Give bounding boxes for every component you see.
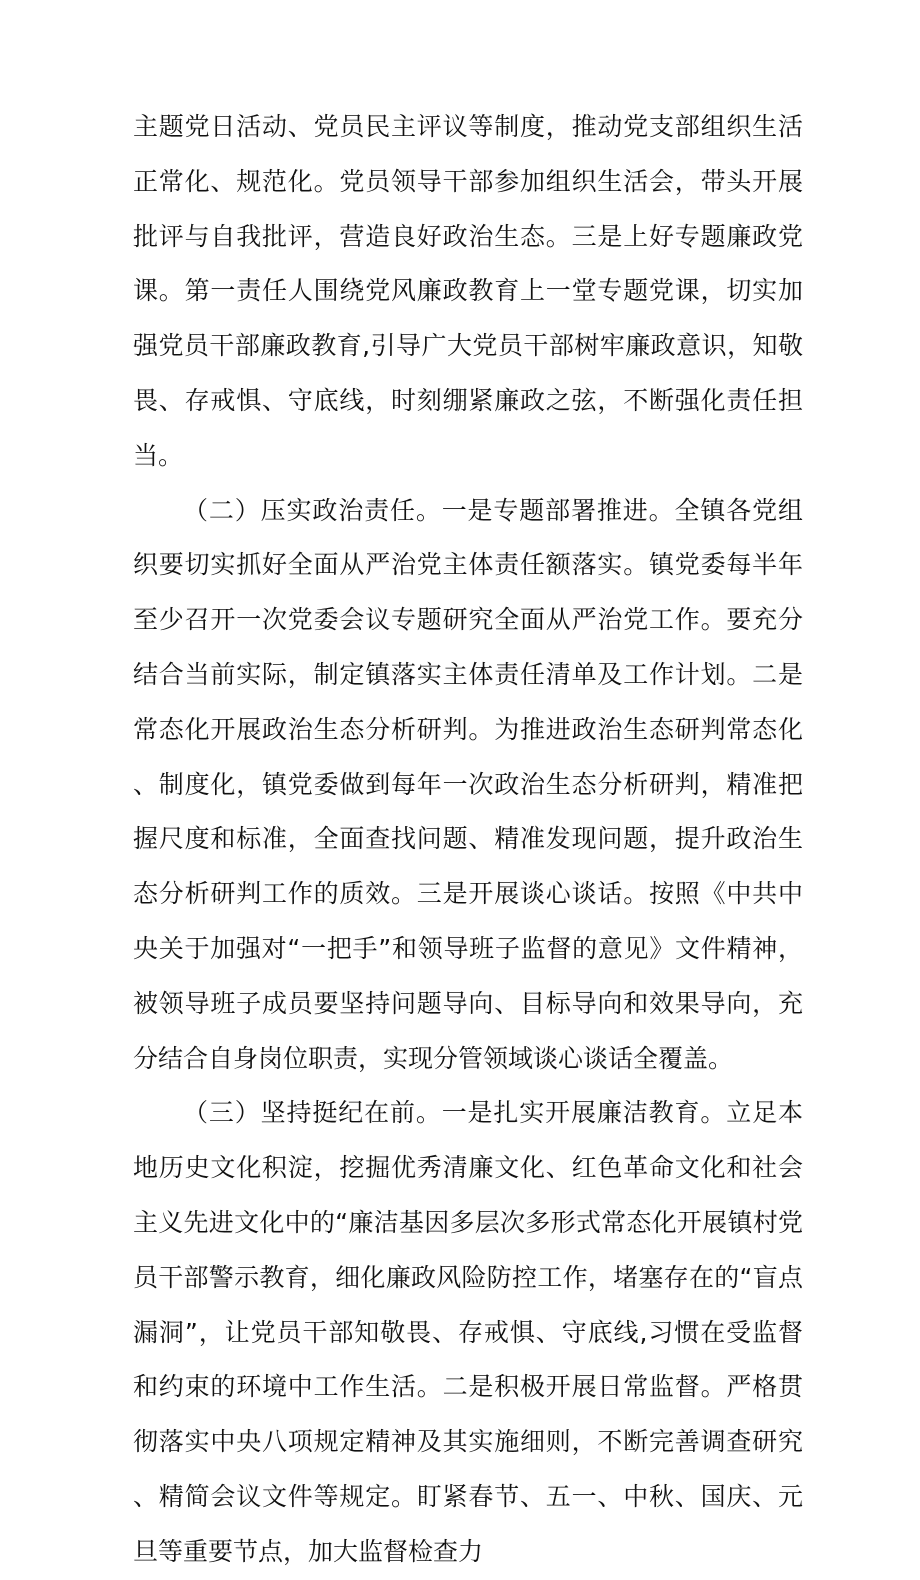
paragraph-1: 主题党日活动、党员民主评议等制度，推动党支部组织生活正常化、规范化。党员领导干部参加组织生活会，带头开展批评与自我批评，营造良好政治生态。三是上好专题廉政党课。第一责任人围绕党风廉政教育上一堂专题党课，切实加强党员干部廉政教育,引导广大党员干部树牢廉政意识，知敬畏、存戒惧、守底线，时刻绷紧廉政之弦，不断强化责任担当。 xyxy=(133,112,803,470)
document-body xyxy=(133,100,803,1580)
paragraph-2: （二）压实政治责任。一是专题部署推进。全镇各党组织要切实抓好全面从严治党主体责任额落实。镇党委每半年至少召开一次党委会议专题研究全面从严治党工作。要充分结合当前实际，制定镇落实主体责任清单及工作计划。二是常态化开展政治生态分析研判。为推进政治生态研判常态化、制度化，镇党委做到每年一次政治生态分析研判，精准把握尺度和标准，全面查找问题、精准发现问题，提升政治生态分析研判工作的质效。三是开展谈心谈话。按照《中共中央关于加强对“一把手”和领导班子监督的意见》文件精神，被领导班子成员要坚持问题导向、目标导向和效果导向，充分结合自身岗位职责，实现分管领域谈心谈话全覆盖。 xyxy=(133,495,803,1073)
paragraph-3: （三）坚持挺纪在前。一是扎实开展廉洁教育。立足本地历史文化积淀，挖掘优秀清廉文化、红色革命文化和社会主义先进文化中的“廉洁基因多层次多形式常态化开展镇村党员干部警示教育，细化廉政风险防控工作，堵塞存在的“盲点漏洞”，让党员干部知敬畏、存戒惧、守底线,习惯在受监督和约束的环境中工作生活。二是积极开展日常监督。严格贯彻落实中央八项规定精神及其实施细则，不断完善调查研究、精简会议文件等规定。盯紧春节、五一、中秋、国庆、元旦等重要节点，加大监督检查力 xyxy=(133,1098,803,1566)
